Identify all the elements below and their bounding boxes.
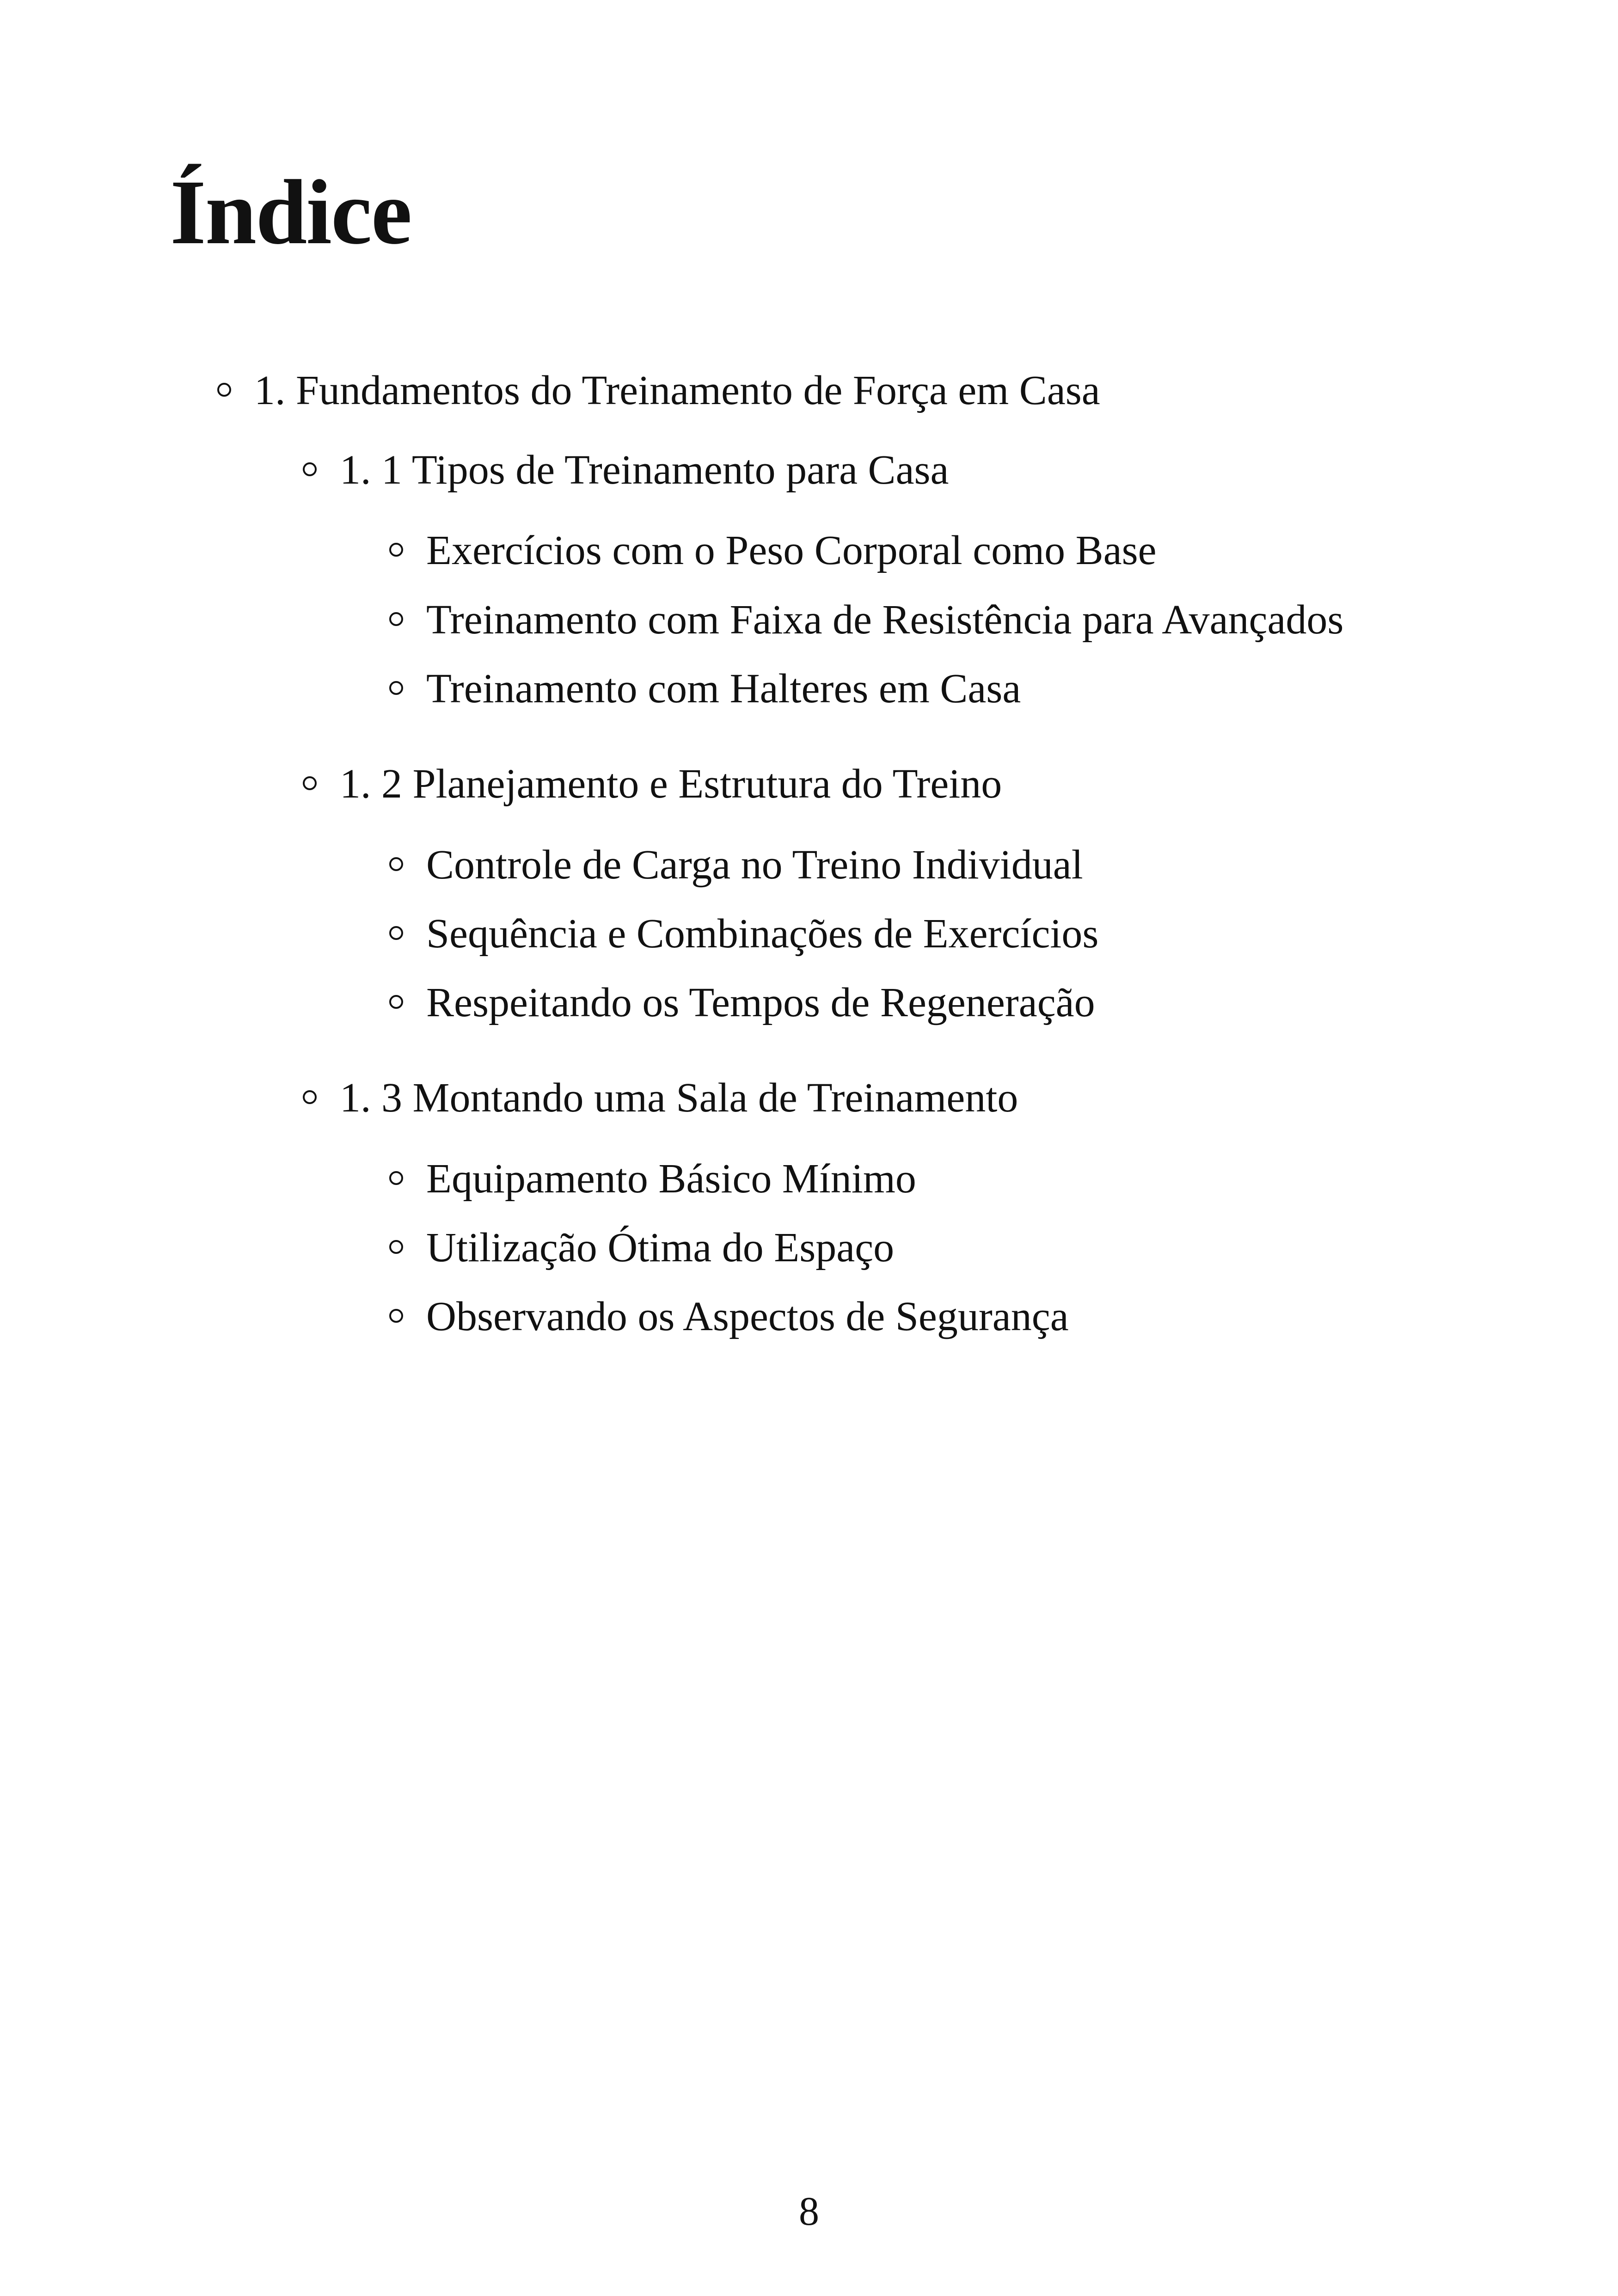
- toc-item-label: Controle de Carga no Treino Individual: [426, 842, 1083, 888]
- toc-section-1-3[interactable]: [303, 1077, 1018, 1119]
- circle-bullet-icon: [389, 612, 403, 626]
- toc-item[interactable]: [389, 982, 1095, 1024]
- circle-bullet-icon: [389, 543, 403, 557]
- toc-item[interactable]: [389, 668, 1021, 710]
- toc-section-label: 1. 1 Tipos de Treinamento para Casa: [340, 447, 949, 493]
- toc-item-label: Treinamento com Faixa de Resistência para Avançados: [426, 597, 1344, 643]
- toc-item[interactable]: [389, 1158, 916, 1200]
- circle-bullet-icon: [303, 462, 317, 476]
- toc-item-label: Equipamento Básico Mínimo: [426, 1156, 916, 1202]
- toc-item-label: Treinamento com Halteres em Casa: [426, 666, 1021, 712]
- toc-chapter-1[interactable]: [217, 370, 1100, 411]
- circle-bullet-icon: [217, 383, 231, 397]
- page-title: Índice: [170, 161, 411, 264]
- toc-item-label: Utilização Ótima do Espaço: [426, 1225, 895, 1271]
- toc-section-label: 1. 2 Planejamento e Estrutura do Treino: [340, 761, 1002, 807]
- toc-item-label: Exercícios com o Peso Corporal como Base: [426, 528, 1157, 573]
- circle-bullet-icon: [389, 1240, 403, 1254]
- circle-bullet-icon: [389, 1171, 403, 1185]
- toc-item[interactable]: [389, 599, 1343, 641]
- circle-bullet-icon: [389, 681, 403, 695]
- circle-bullet-icon: [389, 926, 403, 940]
- toc-section-1-1[interactable]: [303, 449, 949, 491]
- toc-item-label: Respeitando os Tempos de Regeneração: [426, 980, 1095, 1025]
- toc-item[interactable]: [389, 1296, 1069, 1338]
- toc-item[interactable]: [389, 530, 1157, 571]
- toc-chapter-label: 1. Fundamentos do Treinamento de Força em Casa: [254, 368, 1100, 413]
- toc-item-label: Sequência e Combinações de Exercícios: [426, 911, 1099, 957]
- toc-item[interactable]: [389, 913, 1098, 955]
- circle-bullet-icon: [303, 1090, 317, 1104]
- circle-bullet-icon: [389, 857, 403, 871]
- circle-bullet-icon: [389, 995, 403, 1009]
- page-number: 8: [799, 2189, 819, 2234]
- toc-item-label: Observando os Aspectos de Segurança: [426, 1294, 1069, 1339]
- toc-item[interactable]: [389, 1227, 894, 1269]
- toc-item[interactable]: [389, 844, 1083, 886]
- toc-section-label: 1. 3 Montando uma Sala de Treinamento: [340, 1075, 1018, 1121]
- circle-bullet-icon: [389, 1309, 403, 1323]
- toc-section-1-2[interactable]: [303, 763, 1002, 805]
- circle-bullet-icon: [303, 776, 317, 790]
